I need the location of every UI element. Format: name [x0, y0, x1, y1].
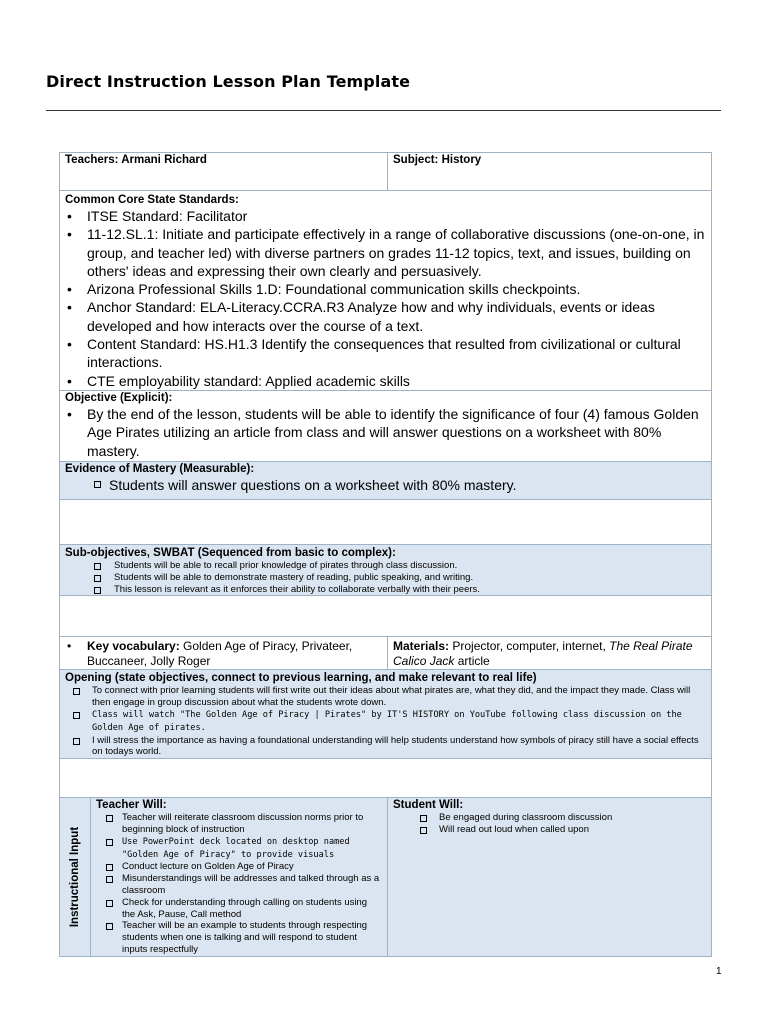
teacher-will-cell	[91, 798, 388, 957]
subobjectives-cell	[60, 545, 712, 596]
subobjectives-label: Sub-objectives, SWBAT (Sequenced from basic to complex):	[65, 547, 396, 559]
subobjective-item: Students will be able to demonstrate mastery of reading, public speaking, and writing.	[65, 572, 706, 584]
standard-item: • CTE employability standard: Applied academic skills	[87, 372, 706, 390]
materials-label: Materials:	[393, 639, 450, 654]
standards-label: Common Core State Standards:	[65, 194, 239, 206]
materials-cell	[388, 637, 712, 670]
objective-list	[65, 405, 706, 460]
materials-text: Materials: Projector, computer, internet, The Real Pirate Calico Jack article	[393, 639, 693, 669]
empty-row	[60, 500, 712, 545]
evidence-cell	[60, 462, 712, 500]
evidence-item: Students will answer questions on a worksheet with 80% mastery.	[65, 476, 706, 494]
student-will-list	[393, 812, 706, 836]
student-item: Will read out loud when called upon	[393, 824, 706, 836]
objective-label: Objective (Explicit):	[65, 392, 173, 404]
teacher-item: Misunderstandings will be addresses and talked through as a classroom	[100, 873, 382, 897]
teacher-item: Use PowerPoint deck located on desktop named "Golden Age of Piracy" to provide visuals	[100, 836, 382, 862]
evidence-label: Evidence of Mastery (Measurable):	[65, 463, 255, 475]
vocab-list	[65, 639, 382, 669]
title-rule	[46, 110, 721, 111]
empty-row	[60, 759, 712, 798]
vocab-cell	[60, 637, 388, 670]
lesson-plan-table	[59, 152, 712, 957]
standard-item: • Anchor Standard: ELA-Literacy.CCRA.R3 Analyze how and why individuals, events or ideas developed and how interacts over the course of a text.	[87, 298, 706, 335]
standard-item: • 11-12.SL.1: Initiate and participate effectively in a range of collaborative discussions (one-on-one, in group, and teacher led) with diverse partners on grades 11-12 topics, text, and issues, building on others' ideas and expressing their own clearly and persuasively.	[87, 225, 706, 280]
subobjective-item: This lesson is relevant as it enforces their ability to collaborate verbally with their peers.	[65, 584, 706, 596]
opening-list	[65, 685, 706, 758]
teacher-item: Check for understanding through calling on students using the Ask, Pause, Call method	[100, 897, 382, 921]
opening-label: Opening (state objectives, connect to previous learning, and make relevant to real life)	[65, 672, 537, 685]
page-number: 1	[716, 966, 722, 977]
teachers-cell	[60, 153, 388, 191]
opening-cell	[60, 670, 712, 759]
standards-list	[65, 207, 706, 390]
subobjective-item: Students will be able to recall prior knowledge of pirates through class discussion.	[65, 560, 706, 572]
instructional-input-side	[60, 798, 91, 957]
student-item: Be engaged during classroom discussion	[393, 812, 706, 824]
standard-item: • Content Standard: HS.H1.3 Identify the consequences that resulted from civilizational or cultural interactions.	[87, 335, 706, 372]
opening-item: Class will watch "The Golden Age of Piracy | Pirates" by IT'S HISTORY on YouTube following class discussion on the Golden Age of pirates.	[65, 709, 706, 735]
teacher-will-list	[100, 812, 382, 956]
instructional-input-label: Instructional Input	[69, 826, 81, 928]
teachers-label: Teachers: Armani Richard	[65, 154, 207, 166]
vocab-item	[87, 639, 382, 669]
subject-cell	[388, 153, 712, 191]
document-title: Direct Instruction Lesson Plan Template	[46, 72, 411, 91]
standard-item: • ITSE Standard: Facilitator	[87, 207, 706, 225]
vocab-label: Key vocabulary:	[87, 639, 180, 654]
teacher-item: Teacher will be an example to students through respecting students when one is talking and will respond to student inputs respectfully	[100, 920, 382, 955]
objective-cell	[60, 391, 712, 462]
objective-text: • By the end of the lesson, students will be able to identify the significance of four (4) famous Golden Age Pirates utilizing an article from class and will answer questions on a worksheet with 80% mastery.	[87, 405, 706, 460]
opening-item: To connect with prior learning students will first write out their ideas about what pirates are, what they did, and the impact they made. Class will then engage in group discussion about what the students wrote down.	[65, 685, 706, 709]
teacher-item: Conduct lecture on Golden Age of Piracy	[100, 861, 382, 873]
empty-row	[60, 596, 712, 637]
materials-article-title: The Real Pirate Calico Jack	[393, 639, 693, 669]
standards-cell	[60, 191, 712, 391]
teacher-will-label: Teacher Will:	[96, 799, 167, 812]
vocab-text: Golden Age of Piracy, Privateer, Buccaneer, Jolly Roger	[87, 639, 353, 669]
subject-label: Subject: History	[393, 154, 482, 166]
student-will-label: Student Will:	[393, 799, 464, 812]
student-will-cell	[388, 798, 712, 957]
standard-item: • Arizona Professional Skills 1.D: Foundational communication skills checkpoints.	[87, 280, 706, 298]
teacher-item: Teacher will reiterate classroom discussion norms prior to beginning block of instruction	[100, 812, 382, 836]
subobjectives-list	[65, 560, 706, 595]
opening-item: I will stress the importance as having a foundational understanding will help students understand how symbols of piracy still have a social effects on todays world.	[65, 735, 706, 759]
